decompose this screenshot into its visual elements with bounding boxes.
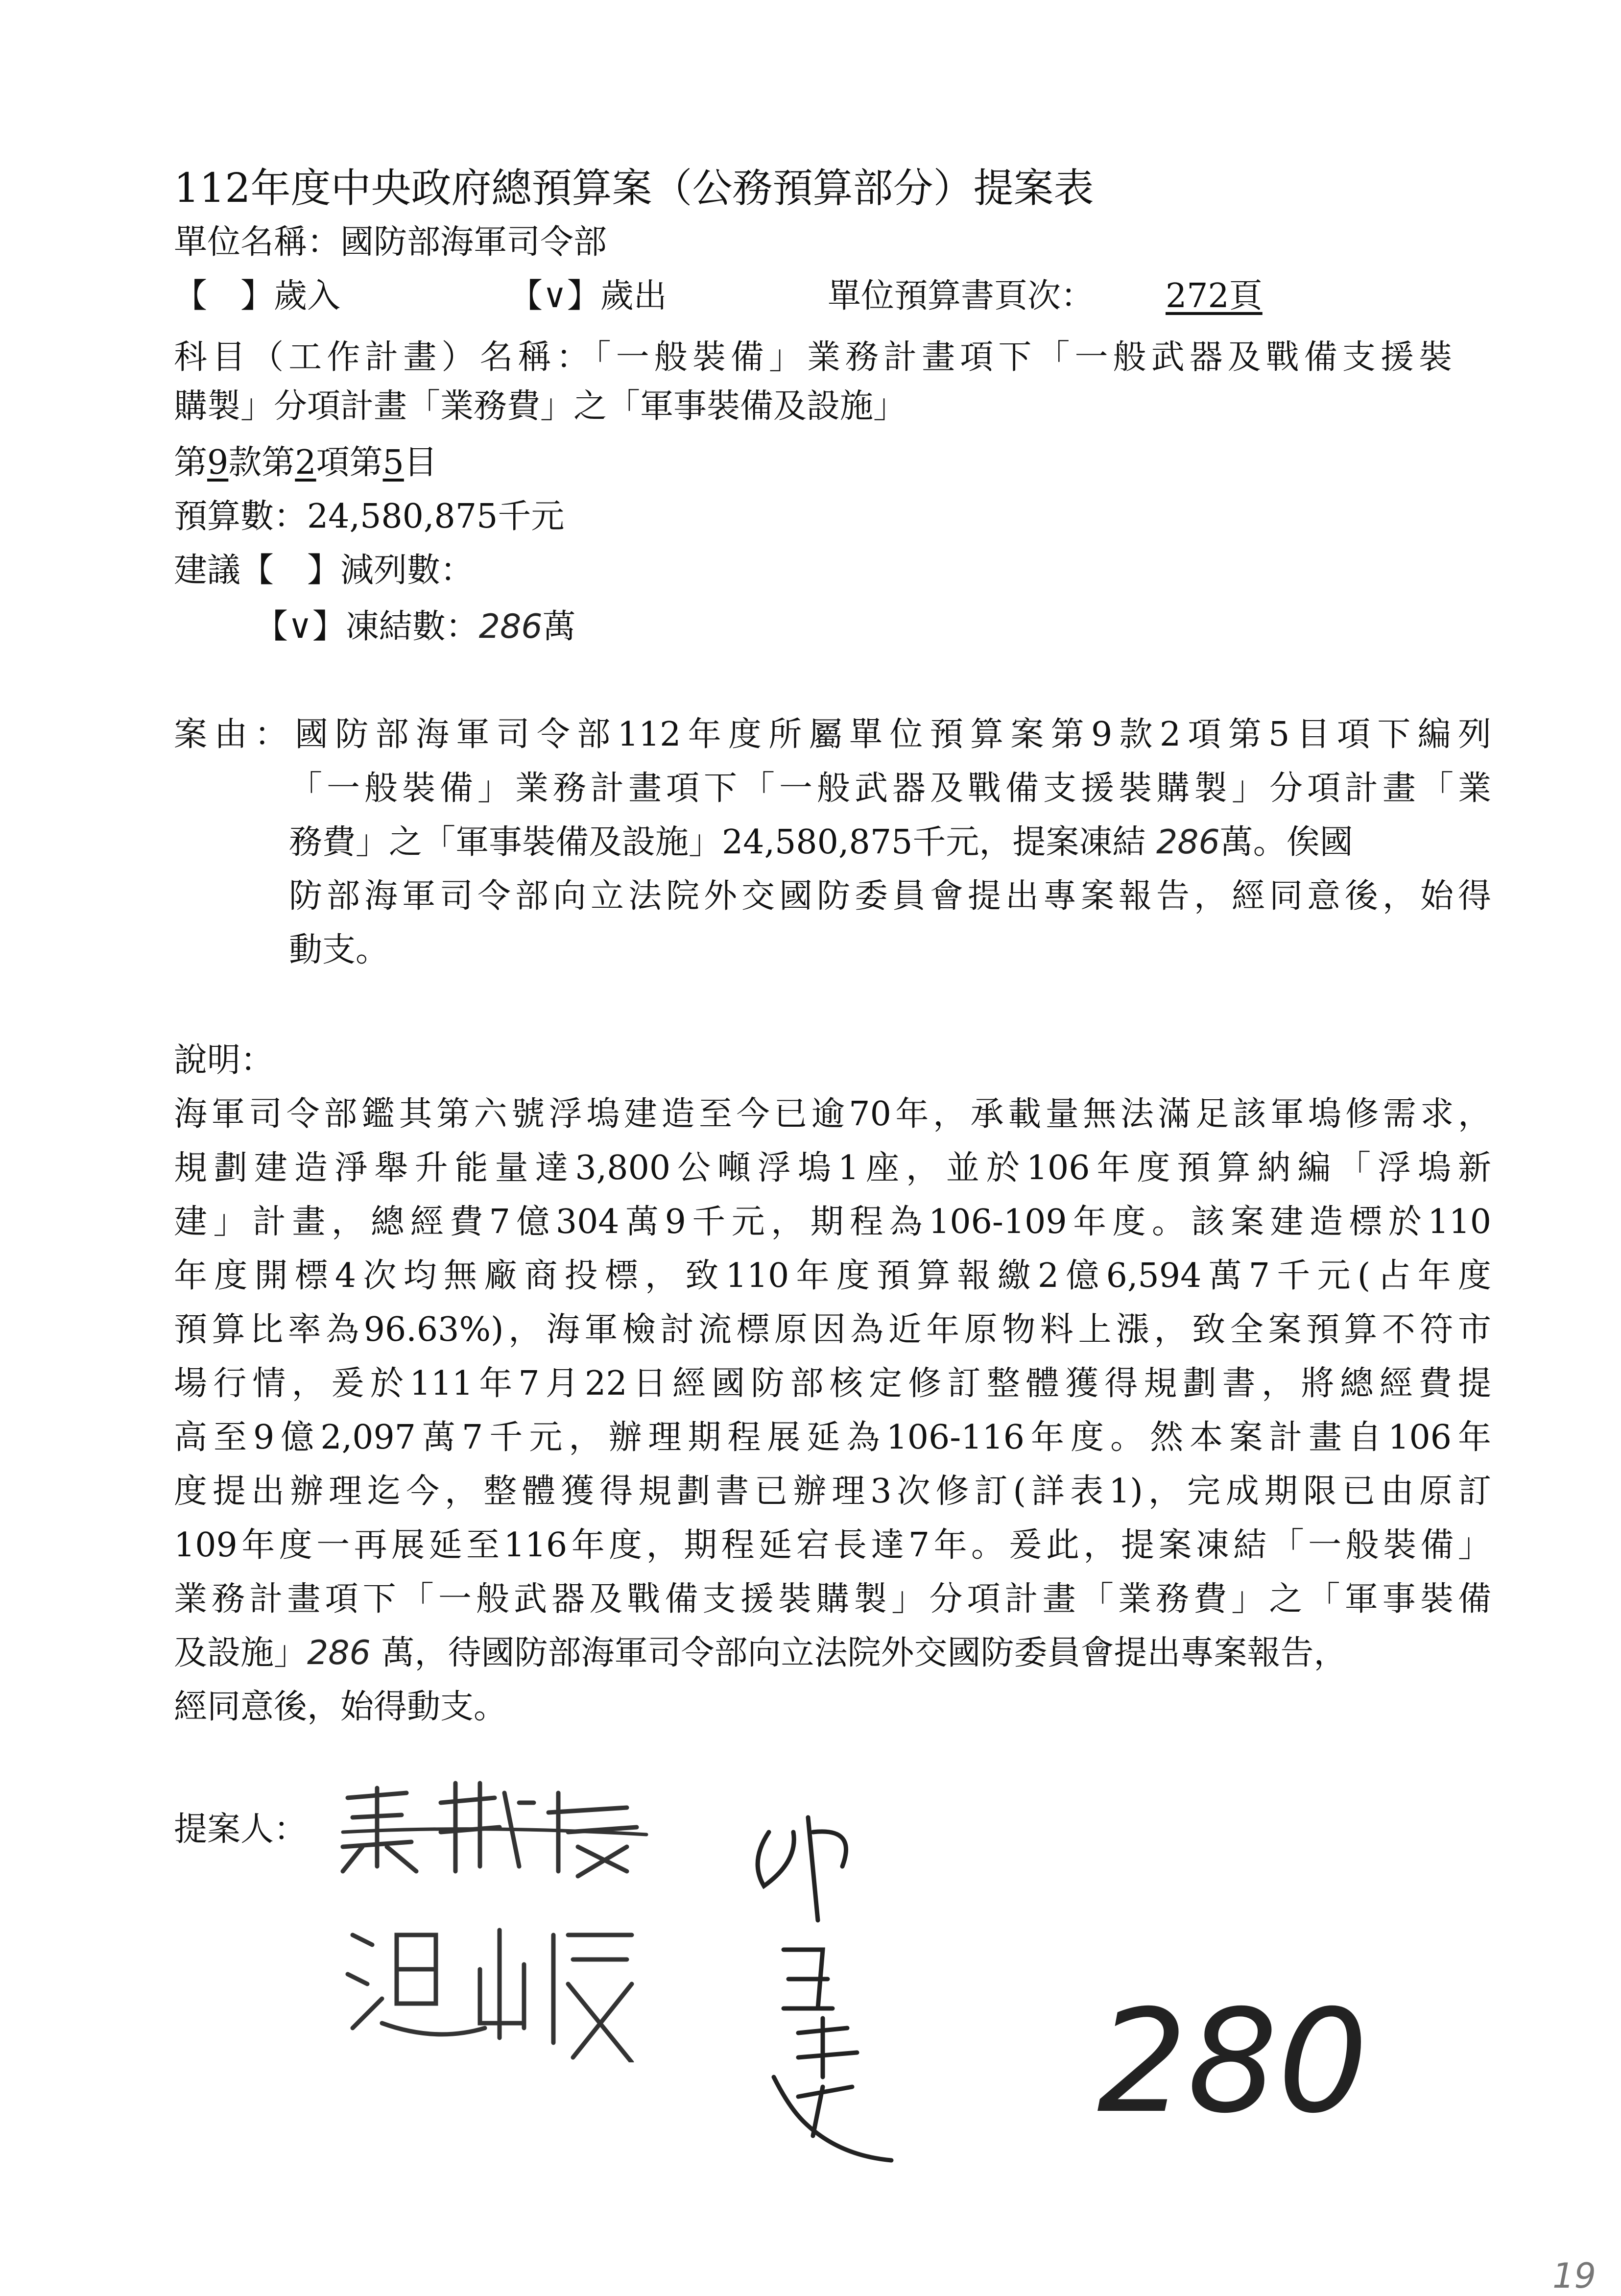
budget-amount: 預算數：24,580,875千元 bbox=[174, 497, 565, 536]
proposer-label: 提案人： bbox=[174, 1810, 308, 1849]
explain-line: 業務計畫項下「一般武器及戰備支援裝購製」分項計畫「業務費」之「軍事裝備 bbox=[174, 1580, 1491, 1619]
handwritten-total: 280 bbox=[1097, 1980, 1368, 2145]
reason-line-1: 案由：國防部海軍司令部112年度所屬單位預算案第9款2項第5目項下編列 bbox=[174, 715, 1491, 754]
reason-line-2: 「一般裝備」業務計畫項下「一般武器及戰備支援裝購製」分項計畫「業 bbox=[289, 769, 1491, 808]
reason-line-4: 防部海軍司令部向立法院外交國防委員會提出專案報告，經同意後，始得 bbox=[289, 877, 1491, 916]
explain-line: 場行情，爰於111年7月22日經國防部核定修訂整體獲得規劃書，將總經費提 bbox=[174, 1364, 1491, 1403]
reason-line-3: 務費」之「軍事裝備及設施」24,580,875千元，提案凍結 286萬。俟國 bbox=[289, 823, 1353, 862]
page-title: 112年度中央政府總預算案（公務預算部分）提案表 bbox=[174, 165, 1094, 212]
explain-label: 說明： bbox=[174, 1041, 274, 1080]
explain-line: 預算比率為96.63%)，海軍檢討流標原因為近年原物料上漲，致全案預算不符市 bbox=[174, 1310, 1491, 1349]
explain-line: 經同意後，始得動支。 bbox=[174, 1688, 507, 1726]
unit-name: 單位名稱：國防部海軍司令部 bbox=[174, 223, 607, 262]
suggest-cut: 建議【 】減列數： bbox=[174, 551, 474, 590]
freeze-handwritten: 286 bbox=[478, 607, 543, 646]
page-label: 單位預算書頁次： bbox=[828, 277, 1095, 315]
subject-line-2: 購製」分項計畫「業務費」之「軍事裝備及設施」 bbox=[174, 387, 907, 426]
explain-line: 度提出辦理迄今，整體獲得規劃書已辦理3次修訂(詳表1)，完成期限已由原訂 bbox=[174, 1472, 1491, 1511]
revenue-checkbox: 【 】歲入 bbox=[174, 277, 341, 315]
suggest-freeze: 【∨】凍結數：286萬 bbox=[255, 607, 576, 646]
explain-line: 109年度一再展延至116年度，期程延宕長達7年。爰此，提案凍結「一般裝備」 bbox=[174, 1526, 1491, 1565]
page-value: 272頁 bbox=[1166, 277, 1263, 315]
page-number: 19 bbox=[1552, 2256, 1597, 2296]
explain-line: 年度開標4次均無廠商投標，致110年度預算報繳2億6,594萬7千元(占年度 bbox=[174, 1257, 1491, 1295]
signature-1 bbox=[333, 1773, 656, 1881]
explain-line: 高至9億2,097萬7千元，辦理期程展延為106-116年度。然本案計畫自106年 bbox=[174, 1418, 1491, 1457]
signature-2 bbox=[338, 1915, 642, 2062]
explain-line: 建」計畫，總經費7億304萬9千元，期程為106-109年度。該案建造標於110 bbox=[174, 1203, 1491, 1241]
expense-checkbox: 【∨】歲出 bbox=[509, 277, 667, 315]
signature-3 bbox=[730, 1803, 916, 2185]
subject-line-1: 科目（工作計畫）名稱：「一般裝備」業務計畫項下「一般武器及戰備支援裝 bbox=[174, 338, 1452, 377]
section-line: 第9款第2項第5目 bbox=[174, 443, 437, 482]
reason-line-5: 動支。 bbox=[289, 931, 389, 969]
explain-line: 規劃建造淨舉升能量達3,800公噸浮塢1座，並於106年度預算納編「浮塢新 bbox=[174, 1149, 1491, 1187]
explain-line: 海軍司令部鑑其第六號浮塢建造至今已逾70年，承載量無法滿足該軍塢修需求， bbox=[174, 1095, 1491, 1134]
explain-line: 及設施」286 萬，待國防部海軍司令部向立法院外交國防委員會提出專案報告， bbox=[174, 1634, 1347, 1672]
